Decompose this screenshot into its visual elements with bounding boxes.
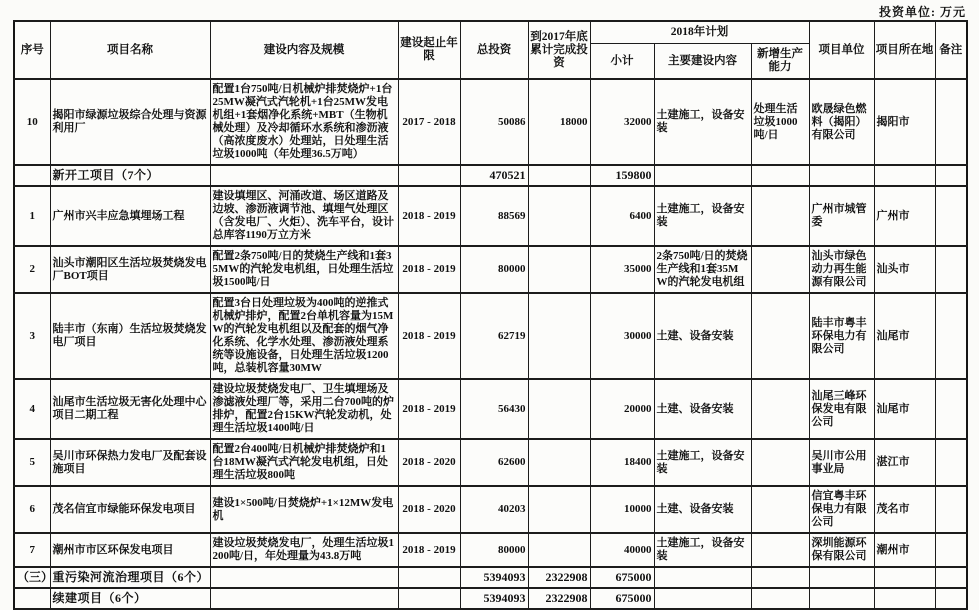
cell-construction-content: 配置2台400吨/日机械炉排焚烧炉和1台18MW凝汽式汽轮发电机组，日处理生活垃圾800吨 (210, 439, 398, 486)
cell-project-unit: 欧晟绿色燃料（揭阳）有限公司 (809, 79, 874, 165)
cell-main-construction (654, 567, 751, 588)
header-new-capacity: 新增生产能力 (751, 44, 809, 80)
investment-unit-note: 投资单位: 万元 (879, 5, 966, 19)
cell-project-name: 茂名信宜市绿能环保发电项目 (50, 486, 210, 533)
cell-remarks (935, 79, 967, 165)
cell-subtotal: 20000 (590, 379, 654, 439)
cell-completed-by-2017: 2322908 (528, 588, 590, 609)
cell-construction-years (398, 165, 460, 186)
cell-subtotal: 159800 (590, 165, 654, 186)
cell-project-unit (809, 165, 874, 186)
cell-project-unit: 信宜粤丰环保电力有限公司 (809, 486, 874, 533)
cell-project-name: 陆丰市（东南）生活垃圾焚烧发电厂项目 (50, 293, 210, 379)
cell-project-location (874, 165, 935, 186)
cell-main-construction: 土建、设备安装 (654, 486, 751, 533)
section-row (14, 165, 967, 186)
cell-subtotal: 10000 (590, 486, 654, 533)
cell-main-construction (654, 165, 751, 186)
cell-construction-years: 2018 - 2019 (398, 293, 460, 379)
cell-total-investment: 80000 (460, 246, 528, 293)
project-row (14, 79, 967, 165)
cell-main-construction: 土建施工，设备安装 (654, 186, 751, 246)
cell-main-construction: 土建、设备安装 (654, 379, 751, 439)
cell-total-investment: 5394093 (460, 588, 528, 609)
cell-remarks (935, 293, 967, 379)
section-row (14, 588, 967, 609)
cell-project-location: 潮州市 (874, 533, 935, 567)
cell-project-location: 汕头市 (874, 246, 935, 293)
cell-construction-years: 2018 - 2019 (398, 533, 460, 567)
cell-completed-by-2017 (528, 439, 590, 486)
cell-new-capacity (751, 165, 809, 186)
cell-main-construction: 土建施工，设备安装 (654, 79, 751, 165)
header-project-name: 项目名称 (50, 21, 210, 79)
cell-construction-years: 2018 - 2019 (398, 186, 460, 246)
cell-construction-content: 建设填埋区、河涌改道、场区道路及边坡、渗沥液调节池、填埋气处理区（含发电厂、火炬）、洗车平台，设计总库容1190万立方米 (210, 186, 398, 246)
cell-construction-years (398, 567, 460, 588)
cell-new-capacity (751, 246, 809, 293)
cell-project-unit: 陆丰市粤丰环保电力有限公司 (809, 293, 874, 379)
cell-total-investment: 62719 (460, 293, 528, 379)
project-row (14, 246, 967, 293)
cell-serial-no: （三） (14, 567, 50, 588)
table-header (14, 21, 967, 79)
header-total-investment: 总投资 (460, 21, 528, 79)
cell-total-investment: 470521 (460, 165, 528, 186)
cell-remarks (935, 246, 967, 293)
cell-construction-content: 建设垃圾焚烧发电厂、卫生填埋场及渗滤液处理厂等，采用二台700吨的炉排炉，配置2台15KW汽轮发动机，处理生活垃圾1400吨/日 (210, 379, 398, 439)
cell-main-construction: 2条750吨/日的焚烧生产线和1套35MW的汽轮发电机组 (654, 246, 751, 293)
header-remarks: 备注 (935, 21, 967, 79)
header-construction-years: 建设起止年限 (398, 21, 460, 79)
cell-remarks (935, 165, 967, 186)
cell-subtotal: 675000 (590, 588, 654, 609)
cell-remarks (935, 567, 967, 588)
cell-project-location: 汕尾市 (874, 379, 935, 439)
cell-construction-years (398, 588, 460, 609)
cell-new-capacity (751, 379, 809, 439)
cell-remarks (935, 186, 967, 246)
cell-construction-content: 建设1×500吨/日焚烧炉+1×12MW发电机 (210, 486, 398, 533)
cell-construction-content (210, 588, 398, 609)
cell-total-investment: 80000 (460, 533, 528, 567)
header-project-location: 项目所在地 (874, 21, 935, 79)
cell-completed-by-2017 (528, 246, 590, 293)
cell-project-location (874, 567, 935, 588)
cell-construction-content: 配置3台日处理垃圾为400吨的逆推式机械炉排炉，配置2台单机容量为15MW的汽轮发电机组以及配套的烟气净化系统、化学水处理、渗沥液处理系统等设施设备，日处理生活垃圾1200吨，总装机容量30MW (210, 293, 398, 379)
cell-total-investment: 56430 (460, 379, 528, 439)
cell-project-unit: 深圳能源环保有限公司 (809, 533, 874, 567)
cell-serial-no (14, 588, 50, 609)
cell-project-unit: 广州市城管委 (809, 186, 874, 246)
cell-project-location (874, 588, 935, 609)
cell-subtotal: 6400 (590, 186, 654, 246)
cell-new-capacity (751, 486, 809, 533)
cell-main-construction (654, 588, 751, 609)
cell-construction-content: 建设垃圾焚烧发电厂，处理生活垃圾1200吨/日，年处理量为43.8万吨 (210, 533, 398, 567)
cell-serial-no: 6 (14, 486, 50, 533)
cell-new-capacity (751, 293, 809, 379)
cell-construction-years: 2018 - 2020 (398, 486, 460, 533)
cell-completed-by-2017: 2322908 (528, 567, 590, 588)
cell-project-name: 吴川市环保热力发电厂及配套设施项目 (50, 439, 210, 486)
cell-main-construction: 土建施工，设备安装 (654, 439, 751, 486)
cell-completed-by-2017: 18000 (528, 79, 590, 165)
cell-subtotal: 675000 (590, 567, 654, 588)
header-serial-no: 序号 (14, 21, 50, 79)
cell-completed-by-2017 (528, 293, 590, 379)
project-row (14, 293, 967, 379)
cell-project-unit (809, 567, 874, 588)
cell-project-name: 汕头市潮阳区生活垃圾焚烧发电厂BOT项目 (50, 246, 210, 293)
cell-total-investment: 50086 (460, 79, 528, 165)
cell-project-location: 汕尾市 (874, 293, 935, 379)
cell-new-capacity (751, 588, 809, 609)
cell-subtotal: 32000 (590, 79, 654, 165)
cell-completed-by-2017 (528, 533, 590, 567)
cell-project-name: 潮州市市区环保发电项目 (50, 533, 210, 567)
header-project-unit: 项目单位 (809, 21, 874, 79)
cell-serial-no: 2 (14, 246, 50, 293)
projects-table (13, 20, 968, 610)
cell-construction-content: 配置1台750吨/日机械炉排焚烧炉+1台25MW凝汽式汽轮机+1台25MW发电机组+1套烟净化系统+MBT（生物机械处理）及冷却循环水系统和渗沥液（高浓度废水）处理站，日处理生活垃圾1000吨（年处理36.5万吨） (210, 79, 398, 165)
project-row (14, 439, 967, 486)
cell-project-unit: 汕头市绿色动力再生能源有限公司 (809, 246, 874, 293)
cell-new-capacity (751, 567, 809, 588)
project-row (14, 186, 967, 246)
cell-serial-no: 3 (14, 293, 50, 379)
cell-new-capacity (751, 186, 809, 246)
cell-project-name: 新开工项目（7个） (50, 165, 210, 186)
cell-construction-years: 2017 - 2018 (398, 79, 460, 165)
cell-new-capacity (751, 439, 809, 486)
cell-remarks (935, 533, 967, 567)
cell-remarks (935, 588, 967, 609)
cell-remarks (935, 439, 967, 486)
cell-subtotal: 18400 (590, 439, 654, 486)
cell-project-location: 广州市 (874, 186, 935, 246)
cell-remarks (935, 486, 967, 533)
cell-project-location: 湛江市 (874, 439, 935, 486)
cell-project-name: 重污染河流治理项目（6个） (50, 567, 210, 588)
header-completed-by-2017: 到2017年底累计完成投资 (528, 21, 590, 79)
section-row (14, 567, 967, 588)
cell-subtotal: 35000 (590, 246, 654, 293)
header-construction-content: 建设内容及规模 (210, 21, 398, 79)
cell-construction-content (210, 165, 398, 186)
cell-construction-years: 2018 - 2019 (398, 246, 460, 293)
cell-construction-content (210, 567, 398, 588)
cell-serial-no: 4 (14, 379, 50, 439)
cell-project-location: 揭阳市 (874, 79, 935, 165)
cell-total-investment: 40203 (460, 486, 528, 533)
cell-completed-by-2017 (528, 379, 590, 439)
cell-remarks (935, 379, 967, 439)
cell-construction-content: 配置2条750吨/日的焚烧生产线和1套35MW的汽轮发电机组，日处理生活垃圾1500吨/日 (210, 246, 398, 293)
cell-serial-no: 7 (14, 533, 50, 567)
cell-construction-years: 2018 - 2019 (398, 379, 460, 439)
cell-new-capacity: 处理生活垃圾1000吨/日 (751, 79, 809, 165)
cell-project-name: 揭阳市绿源垃圾综合处理与资源利用厂 (50, 79, 210, 165)
cell-project-unit: 汕尾三峰环保发电有限公司 (809, 379, 874, 439)
cell-completed-by-2017 (528, 186, 590, 246)
project-row (14, 379, 967, 439)
cell-subtotal: 40000 (590, 533, 654, 567)
cell-total-investment: 88569 (460, 186, 528, 246)
cell-main-construction: 土建施工，设备安装 (654, 533, 751, 567)
cell-total-investment: 5394093 (460, 567, 528, 588)
table-body (14, 79, 967, 609)
cell-serial-no: 1 (14, 186, 50, 246)
project-row (14, 486, 967, 533)
cell-construction-years: 2018 - 2020 (398, 439, 460, 486)
cell-project-name: 广州市兴丰应急填埋场工程 (50, 186, 210, 246)
header-subtotal: 小计 (590, 44, 654, 80)
cell-serial-no: 5 (14, 439, 50, 486)
cell-completed-by-2017 (528, 165, 590, 186)
cell-subtotal: 30000 (590, 293, 654, 379)
cell-project-unit: 吴川市公用事业局 (809, 439, 874, 486)
cell-project-unit (809, 588, 874, 609)
cell-main-construction: 土建、设备安装 (654, 293, 751, 379)
cell-project-name: 汕尾市生活垃圾无害化处理中心项目二期工程 (50, 379, 210, 439)
header-main-construction: 主要建设内容 (654, 44, 751, 80)
project-row (14, 533, 967, 567)
cell-completed-by-2017 (528, 486, 590, 533)
cell-serial-no (14, 165, 50, 186)
cell-serial-no: 10 (14, 79, 50, 165)
cell-project-name: 续建项目（6个） (50, 588, 210, 609)
header-2018-plan: 2018年计划 (590, 21, 809, 44)
cell-total-investment: 62600 (460, 439, 528, 486)
cell-project-location: 茂名市 (874, 486, 935, 533)
cell-new-capacity (751, 533, 809, 567)
